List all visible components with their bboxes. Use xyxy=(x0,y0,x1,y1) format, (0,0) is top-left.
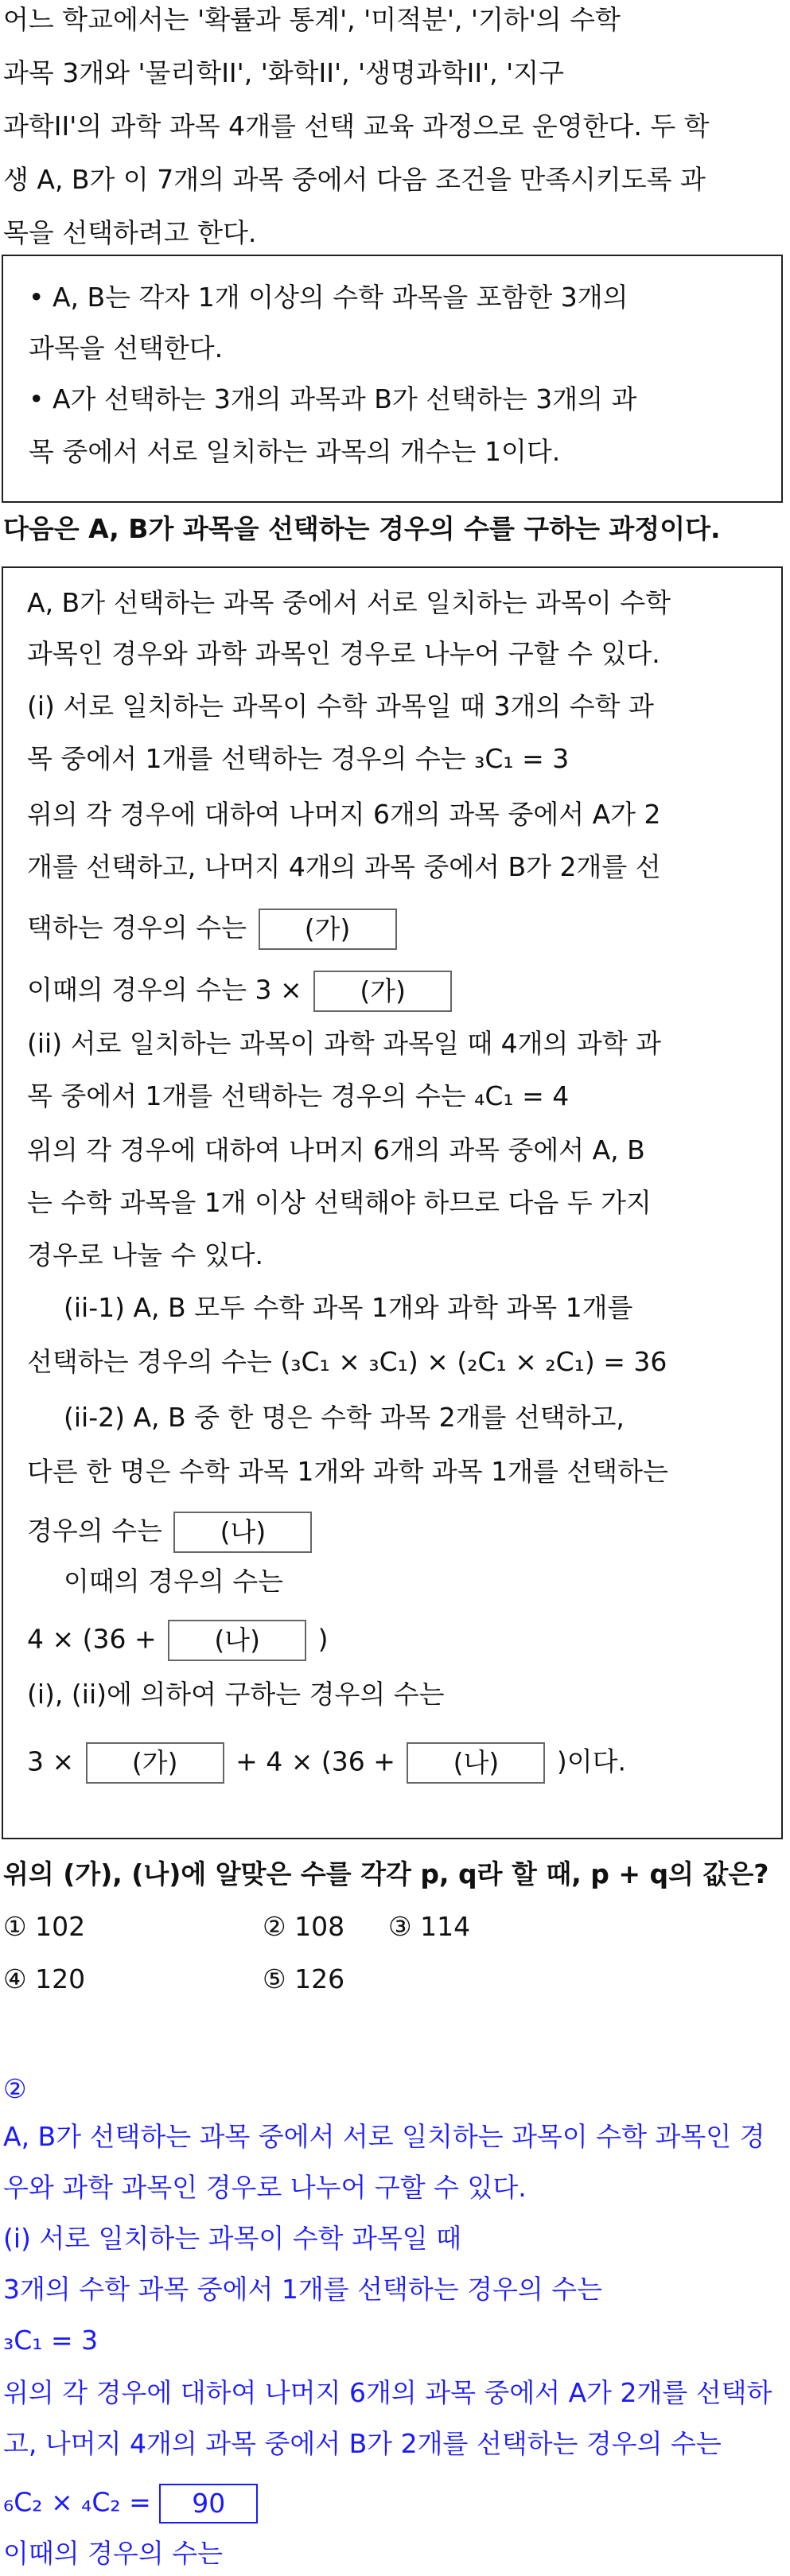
process-line: 선택하는 경우의 수는 (₃C₁ × ₃C₁) × (₂C₁ × ₂C₁) = 36 xyxy=(27,1346,667,1377)
process-line xyxy=(27,909,400,950)
process-text: 3 × xyxy=(27,1745,75,1777)
process-line: (i), (ii)에 의하여 구하는 경우의 수는 xyxy=(27,1679,445,1710)
answer-line: A, B가 선택하는 과목 중에서 서로 일치하는 과목이 수학 과목인 경 xyxy=(3,2121,765,2152)
blank-ga: (가) xyxy=(259,909,397,950)
process-text: 경우의 수는 xyxy=(27,1515,162,1547)
process-text: )이다. xyxy=(556,1745,627,1777)
choice-4[interactable]: ④ 120 xyxy=(3,1963,86,1994)
condition-line: • A가 선택하는 3개의 과목과 B가 선택하는 3개의 과 xyxy=(29,383,637,414)
process-line: 위의 각 경우에 대하여 나머지 6개의 과목 중에서 A가 2 xyxy=(27,799,661,830)
process-line: A, B가 선택하는 과목 중에서 서로 일치하는 과목이 수학 xyxy=(27,587,671,618)
process-line xyxy=(27,971,455,1012)
answer-line: (i) 서로 일치하는 과목이 수학 과목일 때 xyxy=(3,2223,462,2254)
intro-line: 목을 선택하려고 한다. xyxy=(3,217,257,248)
choice-1[interactable]: ① 102 xyxy=(3,1911,86,1942)
answer-mark: ② xyxy=(3,2073,27,2104)
answer-line xyxy=(3,2484,258,2523)
blank-na: (나) xyxy=(407,1742,545,1784)
process-line: 과목인 경우와 과학 과목인 경우로 나누어 구할 수 있다. xyxy=(27,638,660,669)
process-line xyxy=(27,1742,626,1784)
process-text: 이때의 경우의 수는 3 × xyxy=(27,974,302,1006)
intro-line: 생 A, B가 이 7개의 과목 중에서 다음 조건을 만족시키도록 과 xyxy=(3,164,706,195)
answer-line: ₃C₁ = 3 xyxy=(3,2325,99,2356)
process-line: 이때의 경우의 수는 xyxy=(64,1566,284,1597)
answer-line: 3개의 수학 과목 중에서 1개를 선택하는 경우의 수는 xyxy=(3,2274,602,2305)
answer-value-box: 90 xyxy=(159,2484,258,2523)
blank-ga: (가) xyxy=(313,971,452,1012)
answer-text: ₆C₂ × ₄C₂ = xyxy=(3,2486,151,2518)
intro-line: 어느 학교에서는 '확률과 통계', '미적분', '기하'의 수학 xyxy=(3,4,621,35)
process-line: 위의 각 경우에 대하여 나머지 6개의 과목 중에서 A, B xyxy=(27,1134,645,1165)
process-line: 개를 선택하고, 나머지 4개의 과목 중에서 B가 2개를 선 xyxy=(27,851,661,882)
process-line: 는 수학 과목을 1개 이상 선택해야 하므로 다음 두 가지 xyxy=(27,1187,652,1218)
process-intro: 다음은 A, B가 과목을 선택하는 경우의 수를 구하는 과정이다. xyxy=(3,513,721,544)
process-text: 택하는 경우의 수는 xyxy=(27,912,247,944)
process-line xyxy=(27,1620,329,1661)
process-text: 4 × (36 + xyxy=(27,1623,157,1655)
choice-2[interactable]: ② 108 xyxy=(263,1911,345,1942)
condition-line: • A, B는 각자 1개 이상의 수학 과목을 포함한 3개의 xyxy=(29,282,628,313)
intro-line: 과학II'의 과학 과목 4개를 선택 교육 과정으로 운영한다. 두 학 xyxy=(3,111,710,142)
condition-line: 목 중에서 서로 일치하는 과목의 개수는 1이다. xyxy=(29,436,561,467)
process-line: (ii) 서로 일치하는 과목이 과학 과목일 때 4개의 과학 과 xyxy=(27,1028,662,1059)
answer-line: 우와 과학 과목인 경우로 나누어 구할 수 있다. xyxy=(3,2172,527,2203)
choice-5[interactable]: ⑤ 126 xyxy=(263,1963,345,1994)
blank-na: (나) xyxy=(173,1512,312,1553)
answer-line: 위의 각 경우에 대하여 나머지 6개의 과목 중에서 A가 2개를 선택하 xyxy=(3,2377,772,2408)
process-line: (i) 서로 일치하는 과목이 수학 과목일 때 3개의 수학 과 xyxy=(27,691,654,722)
choice-3[interactable]: ③ 114 xyxy=(388,1911,471,1942)
question-text: 위의 (가), (나)에 알맞은 수를 각각 p, q라 할 때, p + q의 값은? xyxy=(3,1858,769,1889)
answer-line: 고, 나머지 4개의 과목 중에서 B가 2개를 선택하는 경우의 수는 xyxy=(3,2428,722,2459)
process-line: 다른 한 명은 수학 과목 1개와 과학 과목 1개를 선택하는 xyxy=(27,1456,668,1487)
process-line: 목 중에서 1개를 선택하는 경우의 수는 ₄C₁ = 4 xyxy=(27,1080,570,1111)
process-text: + 4 × (36 + xyxy=(235,1745,395,1777)
process-text: ) xyxy=(317,1623,329,1655)
blank-ga: (가) xyxy=(86,1742,224,1784)
intro-line: 과목 3개와 '물리학II', '화학II', '생명과학II', '지구 xyxy=(3,57,564,88)
process-line: (ii-2) A, B 중 한 명은 수학 과목 2개를 선택하고, xyxy=(64,1402,625,1433)
process-line: 목 중에서 1개를 선택하는 경우의 수는 ₃C₁ = 3 xyxy=(27,743,570,774)
answer-line: 이때의 경우의 수는 xyxy=(3,2538,224,2569)
condition-line: 과목을 선택한다. xyxy=(29,333,224,364)
process-line: 경우로 나눌 수 있다. xyxy=(27,1239,263,1270)
process-line: (ii-1) A, B 모두 수학 과목 1개와 과학 과목 1개를 xyxy=(64,1292,633,1323)
blank-na: (나) xyxy=(168,1620,306,1661)
process-line xyxy=(27,1512,315,1553)
